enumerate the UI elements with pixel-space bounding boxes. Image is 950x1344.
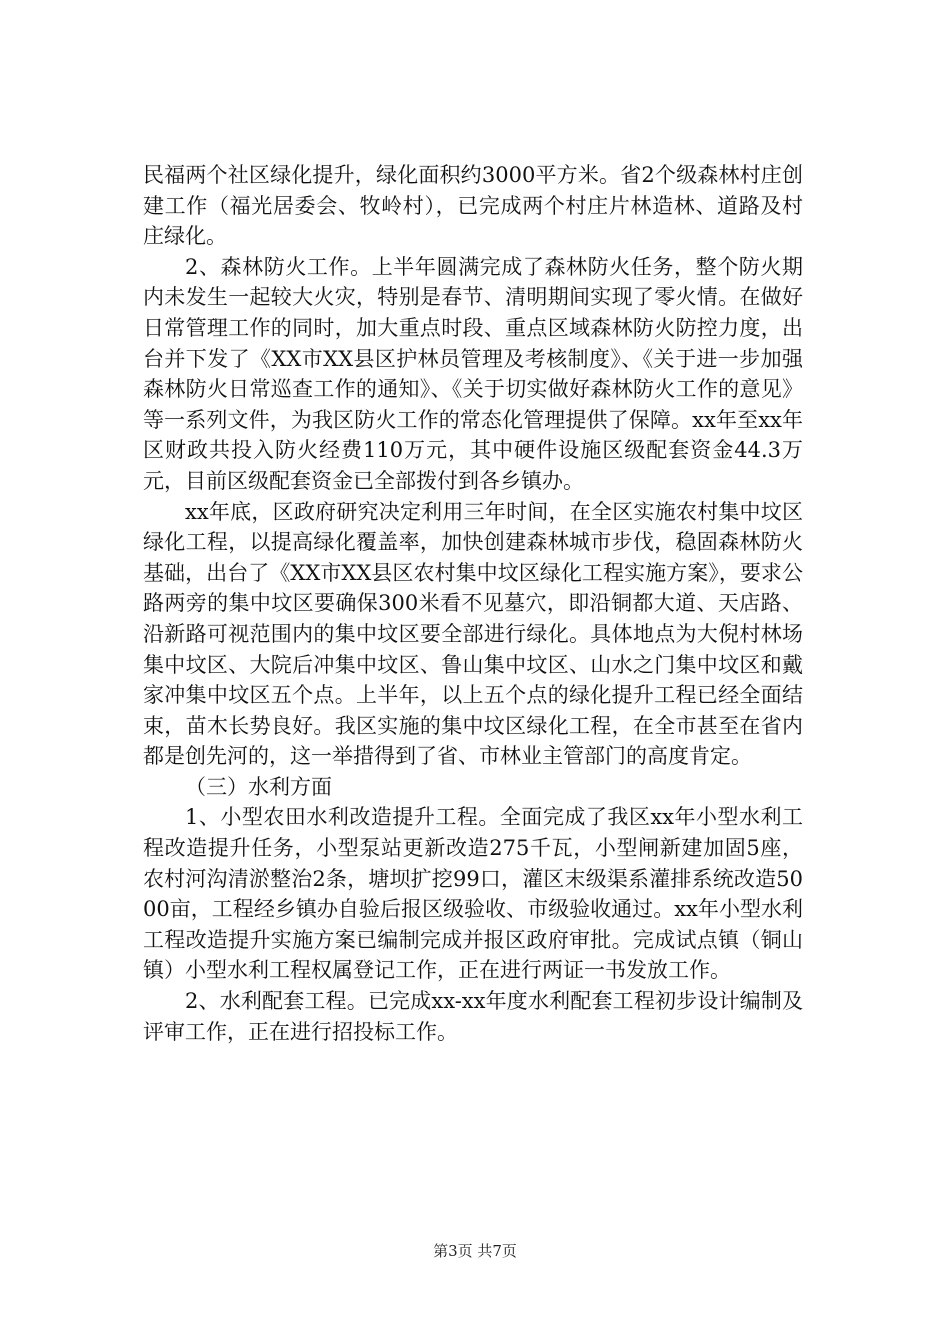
page-number-footer: 第3页 共7页	[433, 1242, 517, 1260]
paragraph-greening-continued: 民福两个社区绿化提升，绿化面积约3000平方米。省2个级森林村庄创建工作（福光居委会、牧岭村），已完成两个村庄片林造林、道路及村庄绿化。	[143, 163, 803, 249]
paragraph-cemetery-greening: xx年底，区政府研究决定利用三年时间，在全区实施农村集中坟区绿化工程，以提高绿化覆盖率，加快创建森林城市步伐，稳固森林防火基础，出台了《XX市XX县区农村集中坟区绿化工程实施方案》，要求公路两旁的集中坟区要确保300米看不见墓穴，即沿铜都大道、天店路、沿新路可视范围内的集中坟区要全部进行绿化。具体地点为大倪村林场集中坟区、大院后冲集中坟区、鲁山集中坟区、山水之门集中坟区和戴家冲集中坟区五个点。上半年，以上五个点的绿化提升工程已经全面结束，苗木长势良好。我区实施的集中坟区绿化工程，在全市甚至在省内都是创先河的，这一举措得到了省、市林业主管部门的高度肯定。	[143, 499, 803, 769]
paragraph-forest-fire-prevention: 2、森林防火工作。上半年圆满完成了森林防火任务，整个防火期内未发生一起较大火灾，特别是春节、清明期间实现了零火情。在做好日常管理工作的同时，加大重点时段、重点区域森林防火防控力度，出台并下发了《XX市XX县区护林员管理及考核制度》、《关于进一步加强森林防火日常巡查工作的通知》、《关于切实做好森林防火工作的意见》等一系列文件，为我区防火工作的常态化管理提供了保障。xx年至xx年区财政共投入防火经费110万元，其中硬件设施区级配套资金44.3万元，目前区级配套资金已全部拨付到各乡镇办。	[143, 254, 803, 493]
paragraph-water-supporting-project: 2、水利配套工程。已完成xx-xx年度水利配套工程初步设计编制及评审工作，正在进行招投标工作。	[143, 989, 803, 1044]
document-body	[143, 160, 803, 1047]
paragraph-small-irrigation: 1、小型农田水利改造提升工程。全面完成了我区xx年小型水利工程改造提升任务，小型泵站更新改造275千瓦，小型闸新建加固5座，农村河沟清淤整治2条，塘坝扩挖99口，灌区末级渠系灌排系统改造5000亩，工程经乡镇办自验后报区级验收、市级验收通过。xx年小型水利工程改造提升实施方案已编制完成并报区政府审批。完成试点镇（铜山镇）小型水利工程权属登记工作，正在进行两证一书发放工作。	[143, 805, 803, 983]
section-heading-water-conservancy: （三）水利方面	[185, 774, 332, 799]
